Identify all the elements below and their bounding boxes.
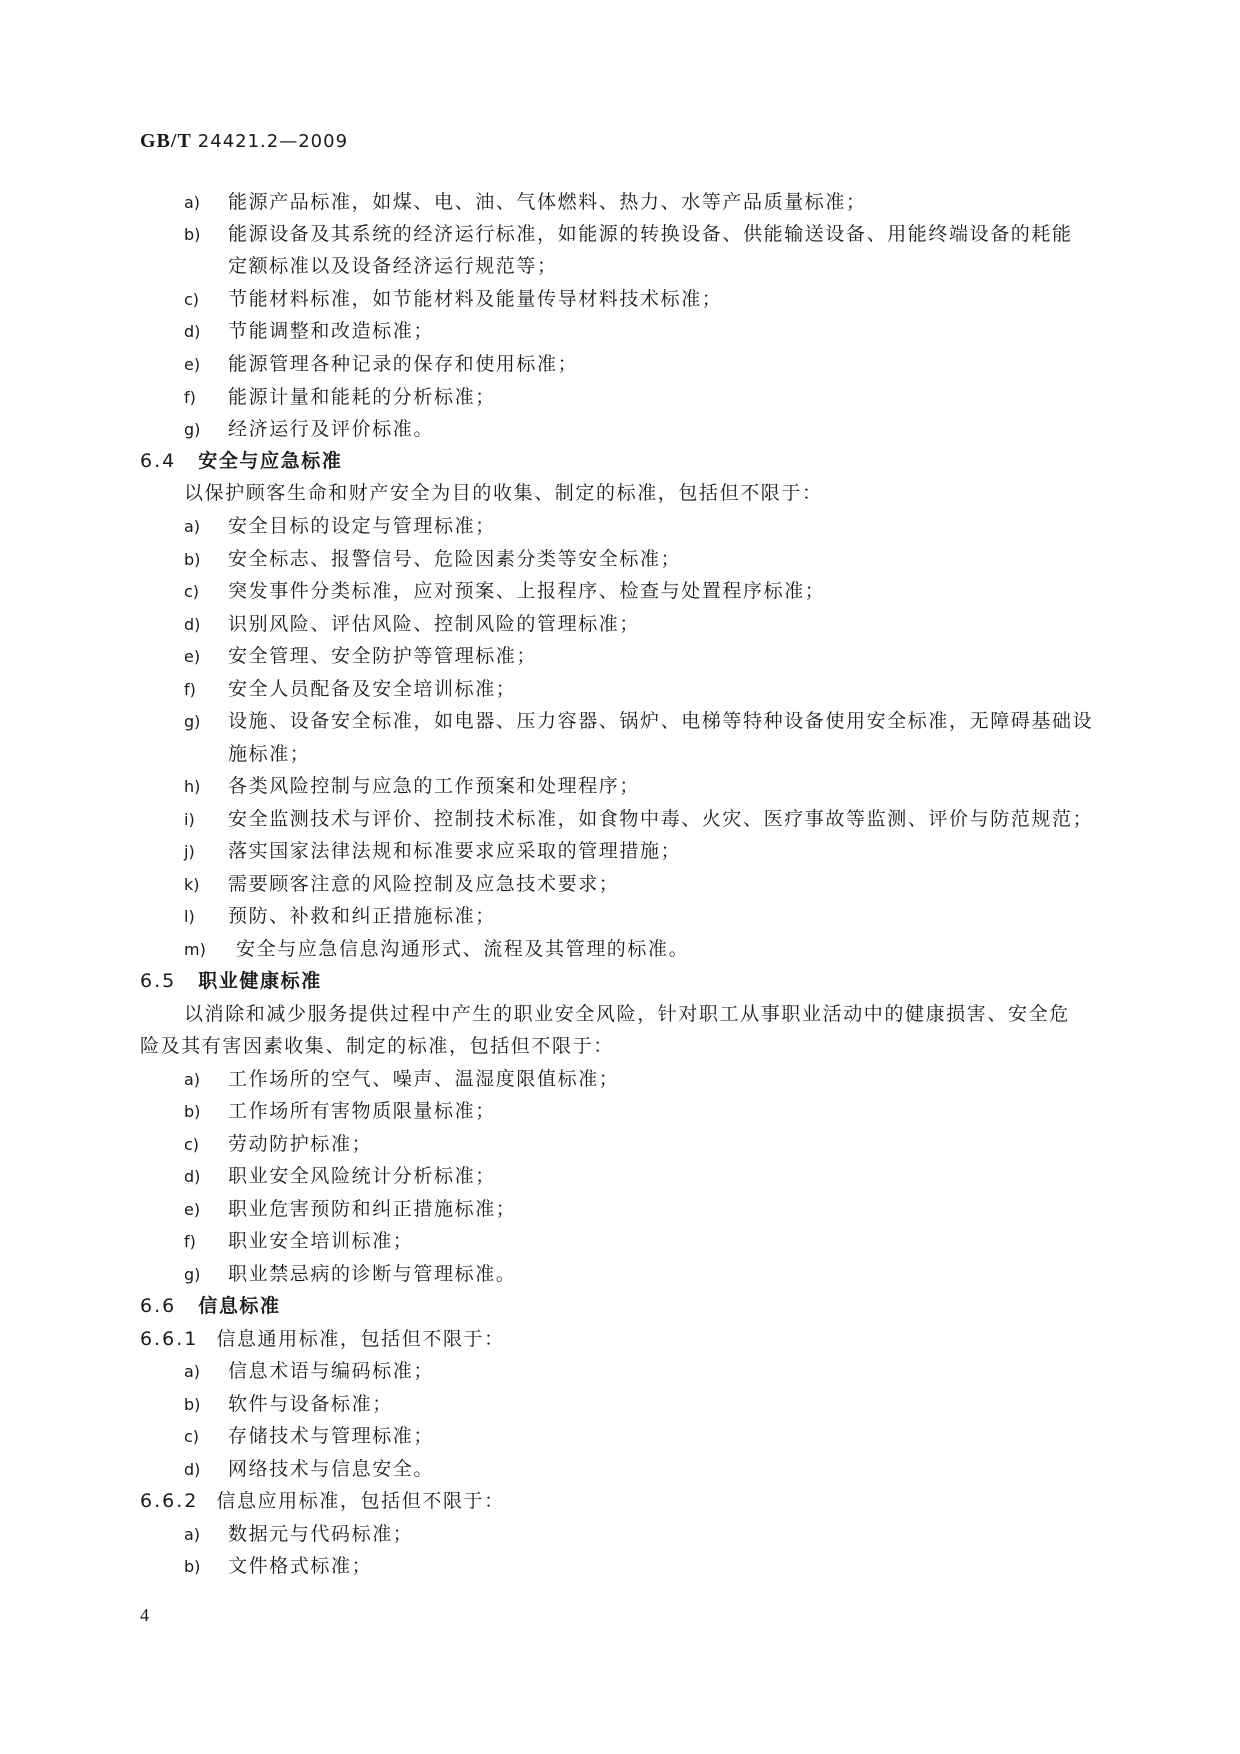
section-heading-6-5: 6.5 职业健康标准 bbox=[140, 970, 322, 992]
standard-number: 24421.2—2009 bbox=[197, 131, 349, 152]
list-item: d) 职业安全风险统计分析标准； bbox=[184, 1165, 496, 1187]
list-item: g) 职业禁忌病的诊断与管理标准。 bbox=[184, 1263, 517, 1285]
section-heading-6-4: 6.4 安全与应急标准 bbox=[140, 450, 343, 472]
list-item: a) 工作场所的空气、噪声、温湿度限值标准； bbox=[184, 1068, 620, 1090]
list-item: b) 安全标志、报警信号、危险因素分类等安全标准； bbox=[184, 548, 682, 570]
list-item: l) 预防、补救和纠正措施标准； bbox=[184, 905, 496, 927]
page-number: 4 bbox=[140, 1605, 149, 1625]
section-heading-6-6: 6.6 信息标准 bbox=[140, 1295, 281, 1317]
list-item-continuation: 定额标准以及设备经济运行规范等； bbox=[228, 255, 558, 277]
document-code bbox=[140, 130, 348, 153]
list-item: c) 节能材料标准，如节能材料及能量传导材料技术标准； bbox=[184, 288, 723, 310]
subsection-6-6-2: 6.6.2 信息应用标准，包括但不限于： bbox=[140, 1490, 505, 1512]
list-item: e) 职业危害预防和纠正措施标准； bbox=[184, 1198, 517, 1220]
list-item: c) 劳动防护标准； bbox=[184, 1133, 373, 1155]
list-item: e) 安全管理、安全防护等管理标准； bbox=[184, 645, 538, 667]
list-item: g) 设施、设备安全标准，如电器、压力容器、锅炉、电梯等特种设备使用安全标准，无障碍基础设 bbox=[184, 710, 1094, 732]
section-intro: 以消除和减少服务提供过程中产生的职业安全风险，针对职工从事职业活动中的健康损害、安全危 bbox=[184, 1003, 1070, 1025]
list-item: f) 能源计量和能耗的分析标准； bbox=[184, 386, 496, 408]
list-item: a) 信息术语与编码标准； bbox=[184, 1360, 435, 1382]
section-intro: 以保护顾客生命和财产安全为目的收集、制定的标准，包括但不限于： bbox=[184, 482, 823, 504]
list-item: b) 文件格式标准； bbox=[184, 1555, 373, 1577]
list-item: k) 需要顾客注意的风险控制及应急技术要求； bbox=[184, 873, 620, 895]
list-item: m) 安全与应急信息沟通形式、流程及其管理的标准。 bbox=[184, 938, 690, 960]
list-item: c) 存储技术与管理标准； bbox=[184, 1425, 435, 1447]
list-item: a) 能源产品标准，如煤、电、油、气体燃料、热力、水等产品质量标准； bbox=[184, 191, 867, 213]
list-item: d) 节能调整和改造标准； bbox=[184, 320, 435, 342]
list-item: d) 识别风险、评估风险、控制风险的管理标准； bbox=[184, 613, 641, 635]
list-item: a) 数据元与代码标准； bbox=[184, 1523, 414, 1545]
list-item: i) 安全监测技术与评价、控制技术标准，如食物中毒、火灾、医疗事故等监测、评价与防范规范； bbox=[184, 808, 1094, 830]
subsection-6-6-1: 6.6.1 信息通用标准，包括但不限于： bbox=[140, 1328, 505, 1350]
list-item: g) 经济运行及评价标准。 bbox=[184, 418, 435, 440]
section-intro-continuation: 险及其有害因素收集、制定的标准，包括但不限于： bbox=[140, 1035, 614, 1057]
list-item: h) 各类风险控制与应急的工作预案和处理程序； bbox=[184, 775, 641, 797]
list-item: a) 安全目标的设定与管理标准； bbox=[184, 515, 496, 537]
list-item: d) 网络技术与信息安全。 bbox=[184, 1458, 435, 1480]
standard-prefix: GB/T bbox=[140, 130, 192, 152]
list-item: f) 职业安全培训标准； bbox=[184, 1230, 414, 1252]
list-item: b) 软件与设备标准； bbox=[184, 1393, 393, 1415]
list-item: c) 突发事件分类标准，应对预案、上报程序、检查与处置程序标准； bbox=[184, 580, 826, 602]
list-item: b) 工作场所有害物质限量标准； bbox=[184, 1100, 496, 1122]
list-item: f) 安全人员配备及安全培训标准； bbox=[184, 678, 517, 700]
list-item: j) 落实国家法律法规和标准要求应采取的管理措施； bbox=[184, 840, 682, 862]
list-item-continuation: 施标准； bbox=[228, 743, 311, 765]
list-item: e) 能源管理各种记录的保存和使用标准； bbox=[184, 353, 579, 375]
list-item: b) 能源设备及其系统的经济运行标准，如能源的转换设备、供能输送设备、用能终端设备的耗能 bbox=[184, 223, 1073, 245]
